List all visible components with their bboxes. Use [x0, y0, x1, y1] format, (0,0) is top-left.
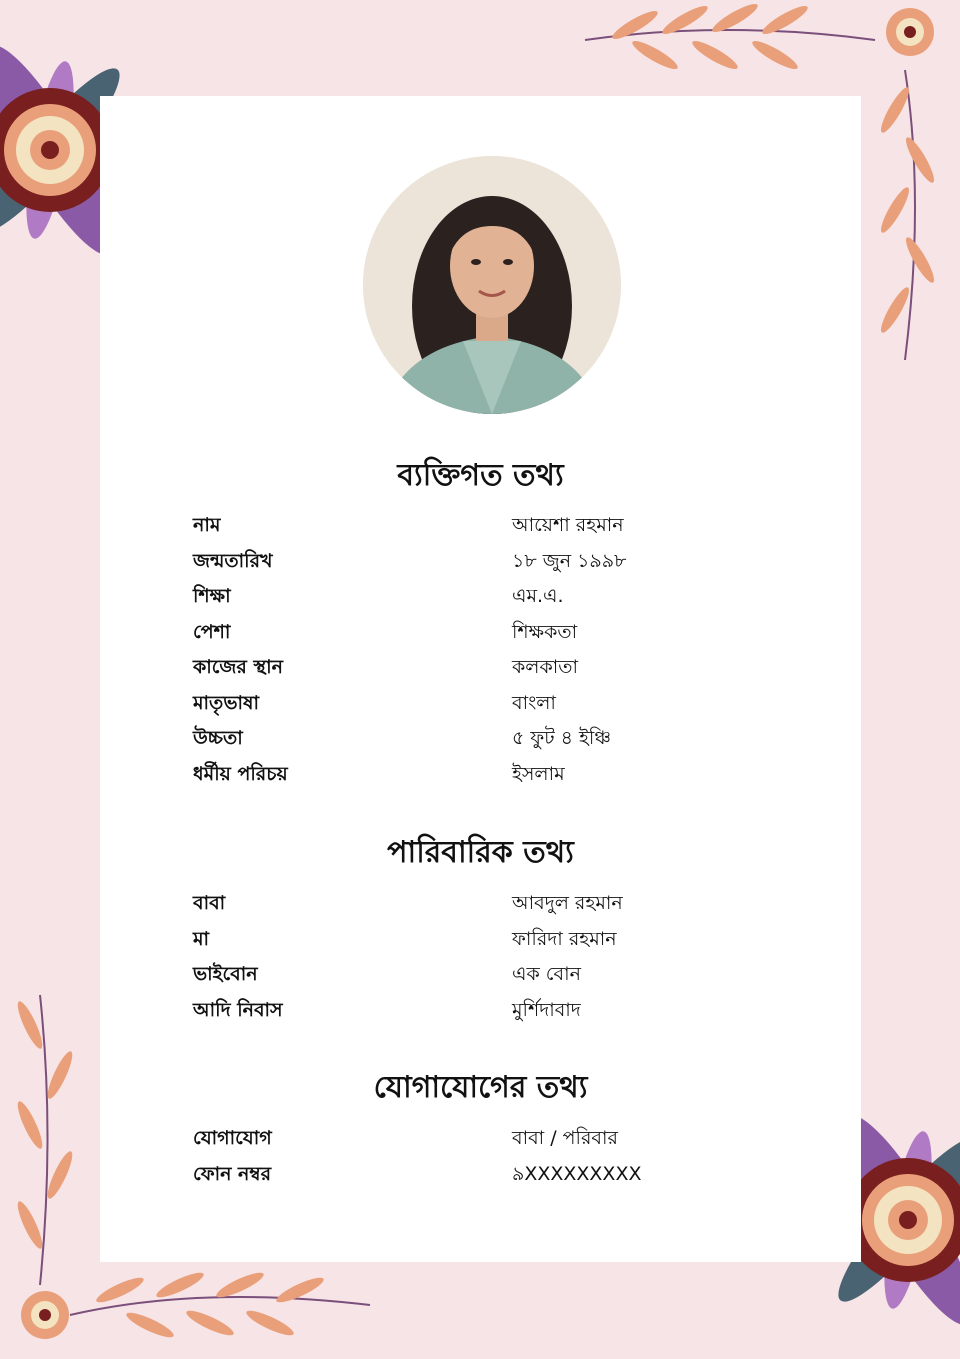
field-label: ফোন নম্বর	[193, 1162, 272, 1185]
personal-info-list	[193, 511, 753, 795]
field-value: শিক্ষকতা	[512, 620, 578, 643]
list-item	[193, 511, 753, 547]
personal-info-title: ব্যক্তিগত তথ্য	[397, 458, 564, 493]
field-value: আয়েশা রহমান	[512, 514, 624, 536]
contact-info-title: যোগাযোগের তথ্য	[373, 1070, 588, 1105]
field-label: বাবা	[193, 892, 226, 914]
field-label: শিক্ষা	[193, 585, 231, 607]
list-item	[193, 996, 753, 1032]
field-value: কলকাতা	[512, 656, 579, 678]
field-value: আবদুল রহমান	[512, 892, 623, 914]
biodata-card	[100, 96, 861, 1262]
field-label: আদি নিবাস	[193, 998, 283, 1021]
field-value: ফারিদা রহমান	[512, 927, 617, 950]
list-item	[193, 1160, 753, 1196]
family-info-list	[193, 889, 753, 1031]
field-label: যোগাযোগ	[193, 1127, 272, 1149]
field-label: উচ্চতা	[193, 727, 243, 749]
field-value: ৫ ফুট ৪ ইঞ্চি	[512, 727, 611, 749]
contact-info-list	[193, 1124, 753, 1195]
field-value: মুর্শিদাবাদ	[512, 998, 581, 1021]
field-label: কাজের স্থান	[193, 656, 283, 678]
list-item	[193, 689, 753, 725]
field-label: পেশা	[193, 620, 231, 643]
field-value: বাবা / পরিবার	[512, 1127, 618, 1149]
field-label: মাতৃভাষা	[193, 691, 259, 714]
field-label: নাম	[193, 514, 221, 536]
list-item	[193, 618, 753, 654]
list-item	[193, 547, 753, 583]
field-label: ধর্মীয় পরিচয়	[193, 762, 288, 785]
field-value: এক বোন	[512, 963, 581, 985]
field-value: ৯XXXXXXXXX	[512, 1162, 642, 1185]
list-item	[193, 582, 753, 618]
field-value: ১৮ জুন ১৯৯৮	[512, 549, 627, 572]
list-item	[193, 925, 753, 961]
list-item	[193, 960, 753, 996]
list-item	[193, 653, 753, 689]
list-item	[193, 1124, 753, 1160]
family-info-title: পারিবারিক তথ্য	[387, 835, 574, 870]
list-item	[193, 889, 753, 925]
field-value: ইসলাম	[512, 762, 565, 785]
list-item	[193, 724, 753, 760]
portrait-image	[363, 156, 621, 414]
field-value: বাংলা	[512, 691, 556, 714]
field-value: এম.এ.	[512, 585, 564, 607]
field-label: মা	[193, 927, 210, 950]
profile-photo	[363, 156, 621, 414]
list-item	[193, 760, 753, 796]
field-label: ভাইবোন	[193, 963, 258, 985]
field-label: জন্মতারিখ	[193, 549, 273, 572]
